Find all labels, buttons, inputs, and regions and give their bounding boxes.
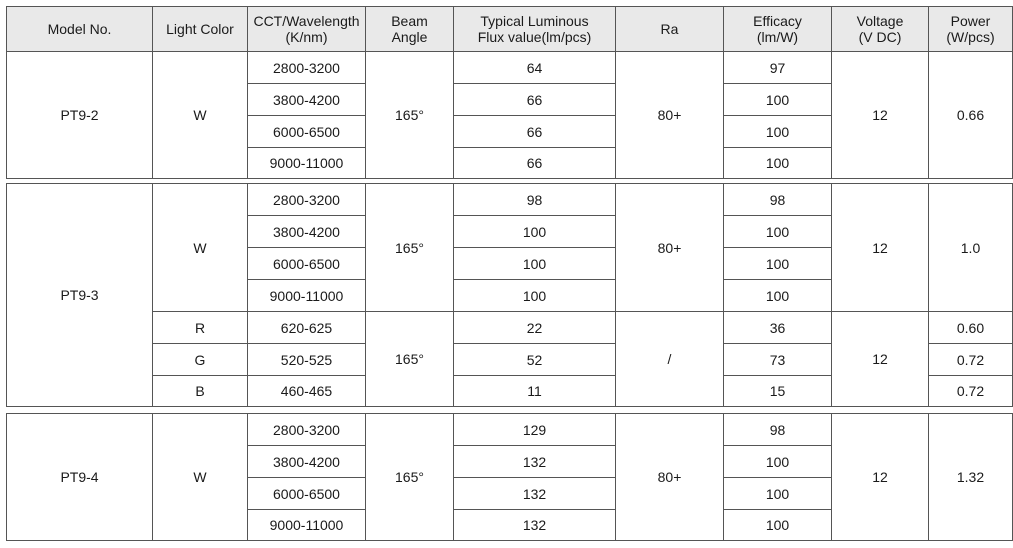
table-row [7,52,1013,84]
ra-cell: 80+ [616,184,724,312]
efficacy-cell: 98 [724,414,832,446]
cct-cell: 9000-11000 [248,280,366,312]
efficacy-cell: 100 [724,216,832,248]
cct-cell: 2800-3200 [248,184,366,216]
power-cell: 0.72 [929,344,1013,376]
efficacy-cell: 73 [724,344,832,376]
header-cct: CCT/Wavelength (K/nm) [248,7,366,52]
header-efficacy: Efficacy (lm/W) [724,7,832,52]
cct-cell: 3800-4200 [248,84,366,116]
header-voltage: Voltage (V DC) [832,7,929,52]
spec-table-pt9-3 [6,183,1013,407]
flux-cell: 66 [454,84,616,116]
header-power: Power (W/pcs) [929,7,1013,52]
cct-cell: 2800-3200 [248,414,366,446]
header-light-color: Light Color [153,7,248,52]
header-ra: Ra [616,7,724,52]
flux-cell: 64 [454,52,616,84]
efficacy-cell: 97 [724,52,832,84]
cct-cell: 6000-6500 [248,478,366,510]
beam-angle-cell: 165° [366,414,454,541]
beam-angle-cell: 165° [366,312,454,407]
efficacy-cell: 98 [724,184,832,216]
power-cell: 0.60 [929,312,1013,344]
light-color-cell: W [153,52,248,179]
flux-cell: 66 [454,148,616,179]
light-color-cell: B [153,376,248,407]
beam-angle-cell: 165° [366,52,454,179]
header-model: Model No. [7,7,153,52]
ra-cell: 80+ [616,52,724,179]
flux-cell: 129 [454,414,616,446]
flux-cell: 11 [454,376,616,407]
cct-cell: 6000-6500 [248,116,366,148]
power-cell: 1.0 [929,184,1013,312]
cct-cell: 6000-6500 [248,248,366,280]
cct-cell: 3800-4200 [248,216,366,248]
model-cell: PT9-4 [7,414,153,541]
table-row [7,312,1013,344]
voltage-cell: 12 [832,414,929,541]
cct-cell: 460-465 [248,376,366,407]
flux-cell: 66 [454,116,616,148]
cct-cell: 620-625 [248,312,366,344]
efficacy-cell: 100 [724,248,832,280]
flux-cell: 22 [454,312,616,344]
efficacy-cell: 36 [724,312,832,344]
flux-cell: 100 [454,216,616,248]
header-flux: Typical Luminous Flux value(lm/pcs) [454,7,616,52]
flux-cell: 100 [454,280,616,312]
header-row [7,7,1013,52]
model-cell: PT9-3 [7,184,153,407]
cct-cell: 3800-4200 [248,446,366,478]
spec-table-pt9-2 [6,51,1013,179]
voltage-cell: 12 [832,52,929,179]
efficacy-cell: 100 [724,478,832,510]
voltage-cell: 12 [832,312,929,407]
beam-angle-cell: 165° [366,184,454,312]
model-cell: PT9-2 [7,52,153,179]
power-cell: 0.72 [929,376,1013,407]
efficacy-cell: 15 [724,376,832,407]
flux-cell: 132 [454,446,616,478]
cct-cell: 520-525 [248,344,366,376]
table-row [7,184,1013,216]
light-color-cell: G [153,344,248,376]
efficacy-cell: 100 [724,446,832,478]
flux-cell: 132 [454,510,616,541]
power-cell: 1.32 [929,414,1013,541]
ra-cell: 80+ [616,414,724,541]
power-cell: 0.66 [929,52,1013,179]
efficacy-cell: 100 [724,510,832,541]
efficacy-cell: 100 [724,148,832,179]
light-color-cell: W [153,184,248,312]
flux-cell: 132 [454,478,616,510]
efficacy-cell: 100 [724,116,832,148]
ra-cell: / [616,312,724,407]
efficacy-cell: 100 [724,84,832,116]
table-row [7,414,1013,446]
header-beam-angle: Beam Angle [366,7,454,52]
flux-cell: 52 [454,344,616,376]
light-color-cell: W [153,414,248,541]
spec-table-header [6,6,1013,52]
efficacy-cell: 100 [724,280,832,312]
cct-cell: 9000-11000 [248,148,366,179]
flux-cell: 98 [454,184,616,216]
cct-cell: 2800-3200 [248,52,366,84]
flux-cell: 100 [454,248,616,280]
light-color-cell: R [153,312,248,344]
voltage-cell: 12 [832,184,929,312]
spec-table-pt9-4 [6,413,1013,541]
cct-cell: 9000-11000 [248,510,366,541]
